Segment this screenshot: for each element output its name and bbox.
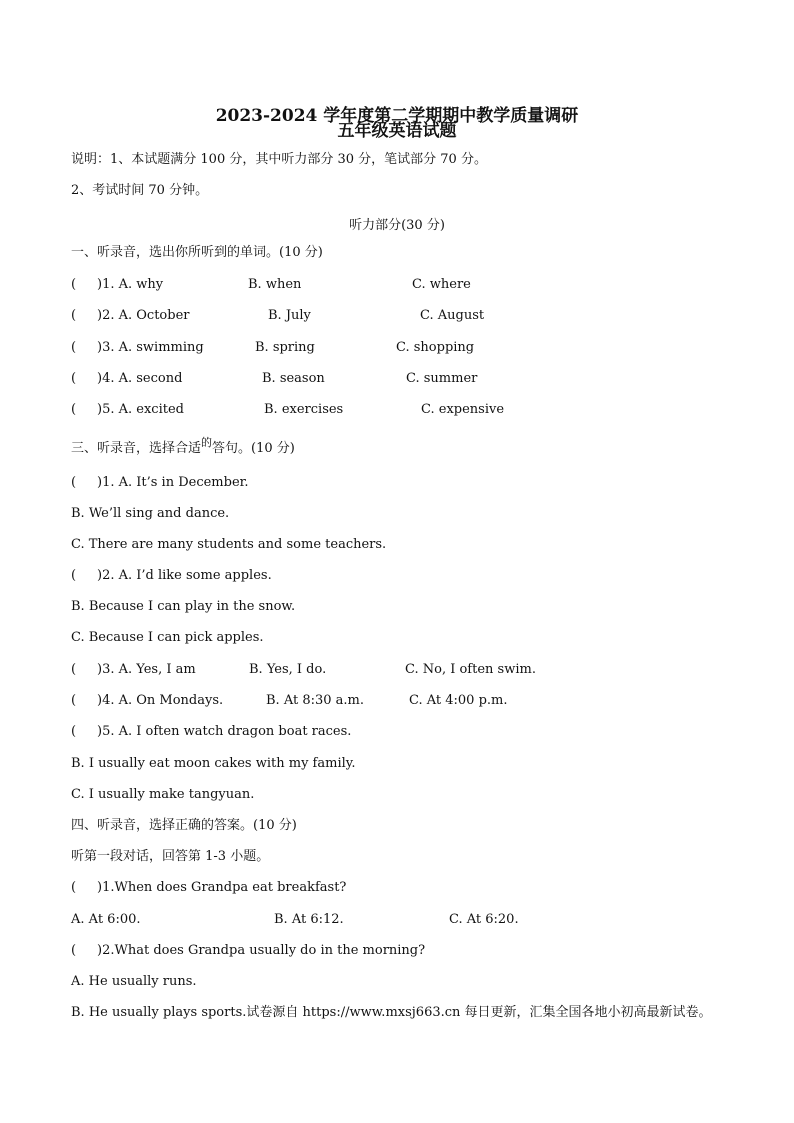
question-text: )2.What does Grandpa usually do in the morning? <box>97 943 426 958</box>
option-c: C. expensive <box>421 402 505 417</box>
option-a: )2. A. I’d like some apples. <box>97 568 272 583</box>
option-b: B. July <box>268 308 311 323</box>
option-a: A. At 6:00. <box>71 912 141 927</box>
section3-heading-sup: 的 <box>201 436 213 449</box>
option-a: )3. A. swimming <box>97 340 204 355</box>
option-b: B. when <box>248 277 302 292</box>
option-b: B. He usually plays sports.试卷源自 https://www.mxsj663.cn 每日更新，汇集全国各地小初高最新试卷。 <box>71 1005 712 1020</box>
answer-paren: ( <box>71 475 77 490</box>
option-a: A. He usually runs. <box>71 974 197 989</box>
answer-paren: ( <box>71 943 77 958</box>
option-c: C. At 4:00 p.m. <box>409 693 508 708</box>
option-c: C. where <box>412 277 471 292</box>
answer-paren: ( <box>71 277 77 292</box>
page-subtitle: 五年级英语试题 <box>337 121 457 141</box>
question-text: )1.When does Grandpa eat breakfast? <box>97 880 347 895</box>
option-c: C. There are many students and some teachers. <box>71 537 387 552</box>
section4-heading: 四、听录音，选择正确的答案。(10 分) <box>71 818 297 833</box>
option-a: )3. A. Yes, I am <box>97 662 196 677</box>
section3-heading-part2: 答句。(10 分) <box>212 441 295 456</box>
option-c: C. summer <box>406 371 478 386</box>
answer-paren: ( <box>71 880 77 895</box>
option-c: C. August <box>420 308 485 323</box>
option-c: C. shopping <box>396 340 475 355</box>
option-a: )1. A. why <box>97 277 164 292</box>
option-b: B. season <box>262 371 325 386</box>
option-c: C. No, I often swim. <box>405 662 536 677</box>
option-b: B. Because I can play in the snow. <box>71 599 296 614</box>
answer-paren: ( <box>71 340 77 355</box>
answer-paren: ( <box>71 568 77 583</box>
answer-paren: ( <box>71 371 77 386</box>
option-a: )1. A. It’s in December. <box>97 475 249 490</box>
section4-instruction: 听第一段对话，回答第 1-3 小题。 <box>71 849 270 864</box>
notes-line-2: 2、考试时间 70 分钟。 <box>71 183 209 198</box>
answer-paren: ( <box>71 402 77 417</box>
option-a: )5. A. excited <box>97 402 184 417</box>
option-a: )2. A. October <box>97 308 190 323</box>
option-b: B. spring <box>255 340 315 355</box>
listening-section-title: 听力部分(30 分) <box>349 218 445 233</box>
section1-heading: 一、听录音，选出你所听到的单词。(10 分) <box>71 245 323 260</box>
answer-paren: ( <box>71 662 77 677</box>
option-b: B. exercises <box>264 402 344 417</box>
option-c: C. I usually make tangyuan. <box>71 787 255 802</box>
option-c: C. Because I can pick apples. <box>71 630 264 645</box>
section3-heading-part1: 三、听录音，选择合适 <box>71 441 202 456</box>
option-b: B. At 6:12. <box>274 912 344 927</box>
option-b: B. Yes, I do. <box>249 662 327 677</box>
option-c: C. At 6:20. <box>449 912 519 927</box>
answer-paren: ( <box>71 724 77 739</box>
option-a: )5. A. I often watch dragon boat races. <box>97 724 352 739</box>
notes-line-1: 说明：1、本试题满分 100 分，其中听力部分 30 分，笔试部分 70 分。 <box>71 152 487 167</box>
answer-paren: ( <box>71 693 77 708</box>
page-title: 2023-2024 学年度第二学期期中教学质量调研 <box>215 106 579 126</box>
option-a: )4. A. second <box>97 371 183 386</box>
section3-heading <box>71 436 295 458</box>
option-b: B. We’ll sing and dance. <box>71 506 230 521</box>
answer-paren: ( <box>71 308 77 323</box>
option-a: )4. A. On Mondays. <box>97 693 224 708</box>
option-b: B. At 8:30 a.m. <box>266 693 365 708</box>
option-b: B. I usually eat moon cakes with my family. <box>71 756 356 771</box>
